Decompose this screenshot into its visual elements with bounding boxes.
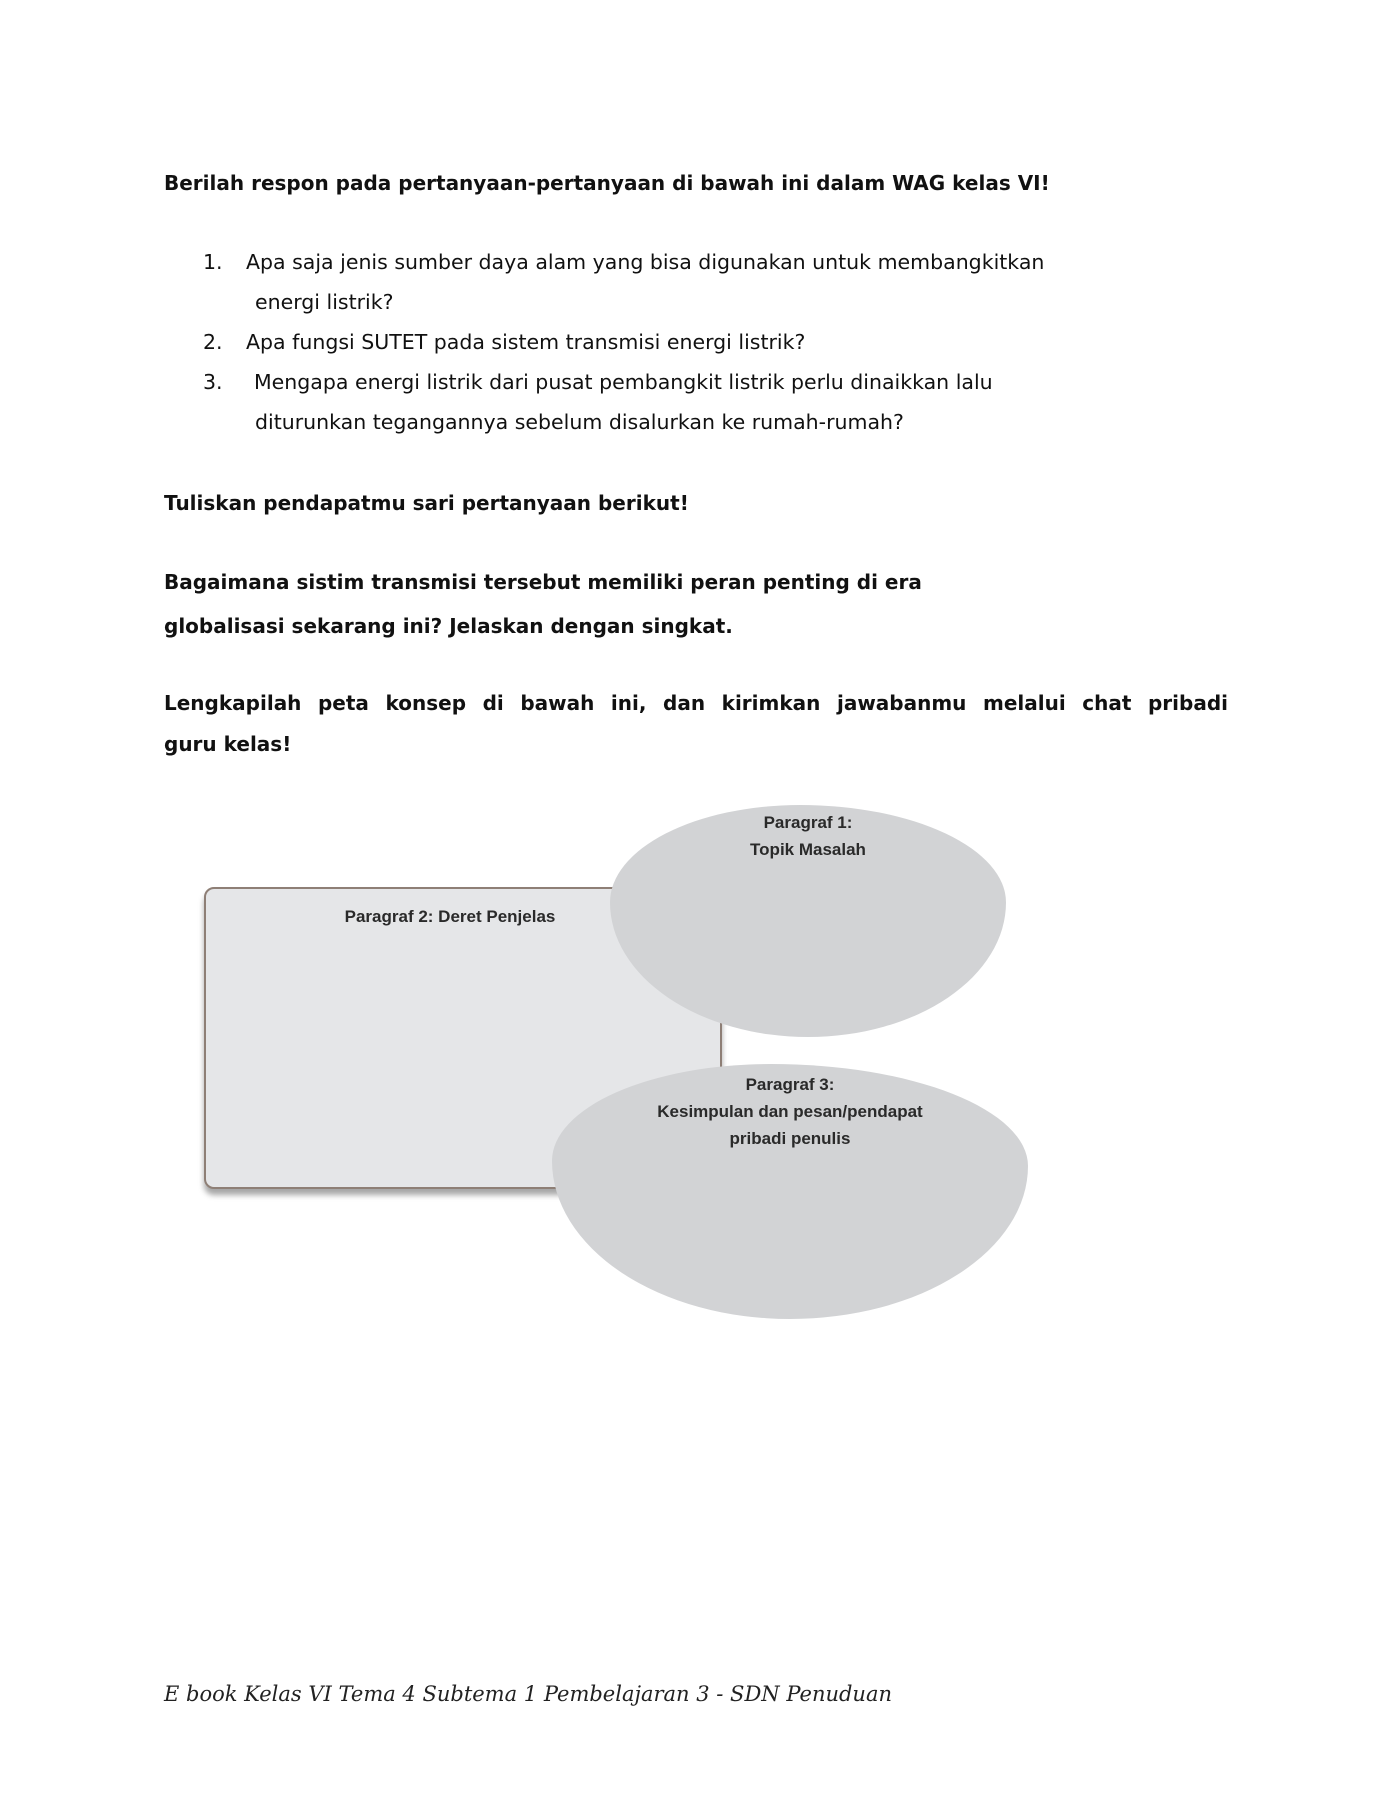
paragraph-3-sub: pribadi penulis <box>729 1129 851 1148</box>
question-number: 3. <box>203 370 223 394</box>
question-text: Mengapa energi listrik dari pusat pembangkit listrik perlu dinaikkan lalu <box>254 370 993 394</box>
question-text: diturunkan tegangannya sebelum disalurkan ke rumah-rumah? <box>255 410 904 434</box>
question-text: Apa saja jenis sumber daya alam yang bisa digunakan untuk membangkitkan <box>246 250 1045 274</box>
open-question-line: globalisasi sekarang ini? Jelaskan dengan singkat. <box>164 614 733 638</box>
question-number: 2. <box>203 330 223 354</box>
paragraph-3-label: Paragraf 3: <box>745 1075 835 1094</box>
paragraph-3-sub: Kesimpulan dan pesan/pendapat <box>657 1102 923 1121</box>
question-text: Apa fungsi SUTET pada sistem transmisi energi listrik? <box>246 330 806 354</box>
open-question-line: Bagaimana sistim transmisi tersebut memiliki peran penting di era <box>164 570 922 594</box>
instruction-concept-map: guru kelas! <box>164 732 292 756</box>
instruction-opinion: Tuliskan pendapatmu sari pertanyaan berikut! <box>164 491 689 515</box>
paragraph-1-sub: Topik Masalah <box>750 840 866 859</box>
page-footer: E book Kelas VI Tema 4 Subtema 1 Pembelajaran 3 - SDN Penuduan <box>164 1682 893 1706</box>
instruction-concept-map: Lengkapilah peta konsep di bawah ini, dan kirimkan jawabanmu melalui chat pribadi <box>164 691 1228 715</box>
question-number: 1. <box>203 250 223 274</box>
paragraph-2-label: Paragraf 2: Deret Penjelas <box>344 907 556 926</box>
question-text: energi listrik? <box>255 290 394 314</box>
paragraph-1-label: Paragraf 1: <box>763 813 853 832</box>
instruction-respond: Berilah respon pada pertanyaan-pertanyaan di bawah ini dalam WAG kelas VI! <box>164 171 1050 195</box>
